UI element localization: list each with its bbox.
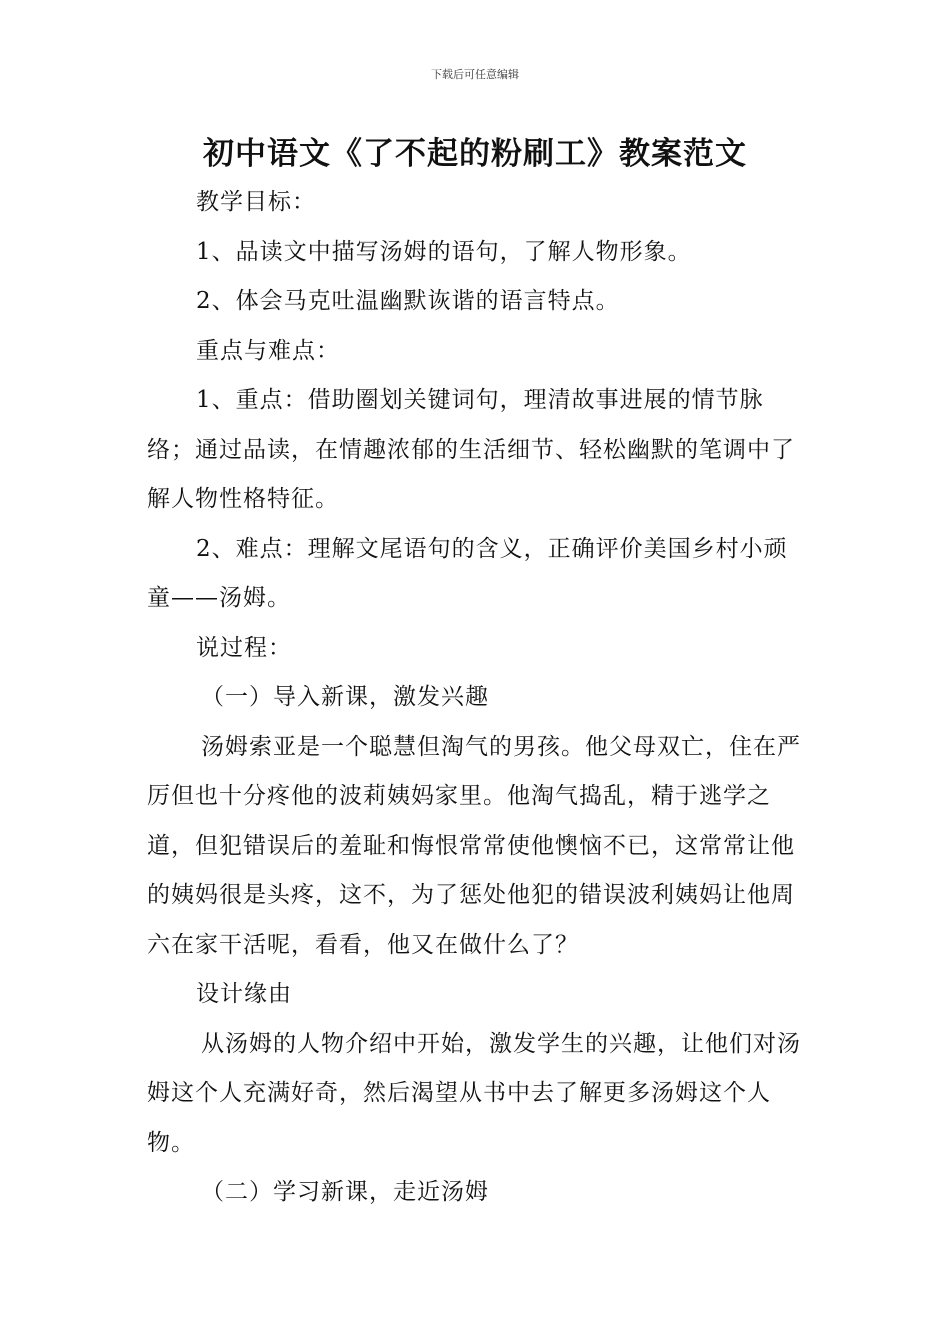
design-reason-paragraph: 从汤姆的人物介绍中开始，激发学生的兴趣，让他们对汤姆这个人充满好奇，然后渴望从书中去了解更多汤姆这个人物。 [147,1030,801,1156]
section-heading-key-points: 重点与难点： [196,337,340,364]
objective-item-1: 1、品读文中描写汤姆的语句，了解人物形象。 [196,238,692,265]
document-title: 初中语文《了不起的粉刷工》教案范文 [203,136,747,172]
difficult-point-item: 2、难点：理解文尾语句的含义，正确评价美国乡村小顽童——汤姆。 [147,535,788,611]
step-heading-1: （一）导入新课，激发兴趣 [201,684,489,710]
header-note: 下载后可任意编辑 [431,68,519,81]
step-1-paragraph: 汤姆索亚是一个聪慧但淘气的男孩。他父母双亡，住在严厉但也十分疼他的波莉姨妈家里。他淘气捣乱，精于逃学之道，但犯错误后的羞耻和悔恨常常使他懊恼不已，这常常让他的姨妈很是头疼，这不，为了惩处他犯的错误波利姨妈让他周六在家干活呢，看看，他又在做什么了？ [147,733,801,958]
section-heading-objectives: 教学目标： [196,189,316,215]
step-heading-2: （二）学习新课，走近汤姆 [201,1179,489,1205]
document-body [147,178,807,1218]
design-reason-heading: 设计缘由 [196,981,292,1007]
section-heading-process: 说过程： [196,634,292,661]
objective-item-2: 2、体会马克吐温幽默诙谐的语言特点。 [196,288,620,314]
key-point-item: 1、重点：借助圈划关键词句，理清故事进展的情节脉络；通过品读，在情趣浓郁的生活细节、轻松幽默的笔调中了解人物性格特征。 [147,387,795,512]
